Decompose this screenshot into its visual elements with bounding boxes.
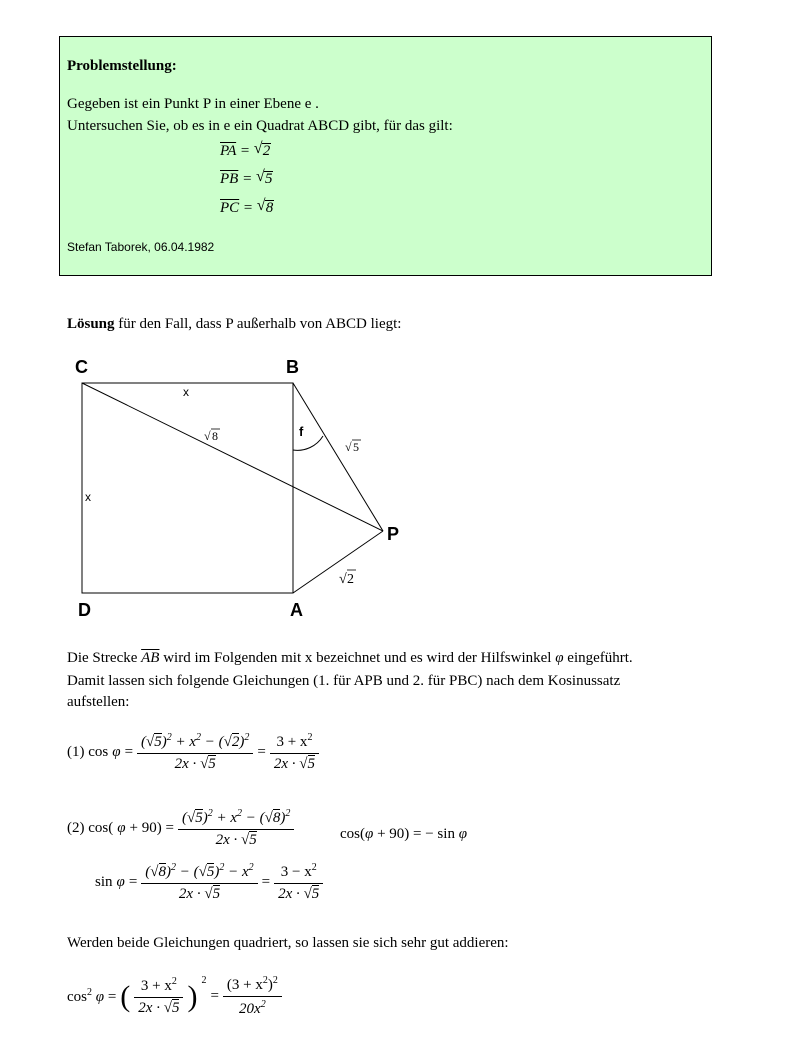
text-aufstellen: aufstellen: <box>67 694 130 710</box>
cond-pa: $\overline{PA}$ = √ 2 <box>220 140 271 159</box>
phi-symbol: φ <box>117 820 126 836</box>
den-text: 2x · <box>178 886 205 902</box>
problem-line2: Untersuchen Sie, ob es in e ein Quadrat ABCD gibt, für das gilt: <box>67 118 453 134</box>
phi-symbol: φ <box>116 874 125 890</box>
cond-rad: 5 <box>264 171 273 187</box>
label-x-left: x <box>85 490 91 504</box>
sqrt-symbol: √ <box>204 429 211 443</box>
cos-identity <box>340 826 467 843</box>
eq2-label: (2) cos( <box>67 820 114 836</box>
num-text: 3 − x <box>280 864 312 880</box>
sqrt-expr: √ 5 <box>255 168 273 187</box>
den-text: 2x · <box>215 832 241 848</box>
label-p: P <box>387 524 400 544</box>
den-text: 2x · <box>278 886 304 902</box>
fraction: $\frac{(√5)^2 + x^2 - (√8)^2}{2x \cdot √5}$ <box>178 808 294 849</box>
problem-heading: Problemstellung: <box>67 58 177 74</box>
label-f: f <box>299 424 304 439</box>
fraction: $\frac{3 + x^2}{2x \cdot √5}$ <box>134 976 183 1017</box>
solution-bold: Lösung <box>67 316 115 332</box>
eq2-side: cos( <box>340 826 365 842</box>
fraction: $\frac{(3 + x^2)^2}{20x^2}$ <box>223 975 282 1018</box>
sqrt-expr: √ 2 <box>253 140 271 159</box>
equation-1: (1) cos φ = $\frac{(√5)^2 + x^2 - (√2)^2}{2x \cdot √5}$ = $\frac{3 + x^2}{2x \cdot √5}$ <box>67 732 319 773</box>
label-c: C <box>75 357 88 377</box>
angle-f-arc <box>293 436 323 450</box>
eq1-label: (1) cos <box>67 744 109 760</box>
equation-2 <box>67 808 294 849</box>
eq2-arg: + 90) = <box>129 820 174 836</box>
label-d: D <box>78 600 91 620</box>
num-text: 3 + x <box>140 978 172 994</box>
label-a: A <box>290 600 303 620</box>
cond-seg: $\overline{PB}$ <box>220 171 239 187</box>
problem-line1: Gegeben ist ein Punkt P in einer Ebene e . <box>67 96 319 112</box>
phi-symbol: φ <box>112 744 121 760</box>
fraction: $\frac{3 - x^2}{2x \cdot √5}$ <box>274 862 323 903</box>
sqrt-expr: √ 8 <box>256 197 274 216</box>
eq2-side-b: + 90) = − sin <box>373 826 459 842</box>
text-quadriert: Werden beide Gleichungen quadriert, so lassen sie sich sehr gut addieren: <box>67 935 509 951</box>
fraction: $\frac{(√5)^2 + x^2 - (√2)^2}{2x \cdot √5}$ <box>137 732 253 773</box>
cos2-text: cos <box>67 989 87 1005</box>
den-text: 2x · <box>174 756 201 772</box>
cond-rad: 8 <box>265 200 274 216</box>
label-sqrt2: 2 <box>347 572 354 587</box>
author-date: Stefan Taborek, 06.04.1982 <box>67 240 215 254</box>
label-x-top: x <box>183 385 189 399</box>
num-text: 3 + x <box>276 734 308 750</box>
eq3-label: sin <box>95 874 113 890</box>
equation-sin: sin φ = $\frac{(√8)^2 - (√5)^2 - x^2}{2x \cdot √5}$ = $\frac{3 - x^2}{2x \cdot √5}$ <box>95 862 323 903</box>
fraction: $\frac{(√8)^2 - (√5)^2 - x^2}{2x \cdot √5}$ <box>141 862 257 903</box>
cond-rad: 2 <box>262 143 271 159</box>
label-b: B <box>286 357 299 377</box>
den-text: 20x <box>239 1001 261 1017</box>
cond-seg: $\overline{PA}$ <box>220 143 237 159</box>
phi-symbol: φ <box>95 989 105 1005</box>
den-text: 2x · <box>273 756 300 772</box>
phi-symbol: φ <box>365 826 374 842</box>
equation-cos-squared: $\cos^2 \varphi$ = ( $\frac{3 + x^2}{2x \cdot √5}$ ) $^2$ = $\frac{(3 + x^2)^2}{20x^2}$ <box>67 975 282 1018</box>
label-sqrt5: 5 <box>353 440 359 454</box>
cond-pb: $\overline{PB}$ = √ 5 <box>220 168 273 187</box>
segment-ab: $\overline{AB}$ <box>141 650 160 666</box>
fraction: $\frac{3 + x^2}{2x \cdot √5}$ <box>270 732 319 773</box>
sqrt-symbol: √ <box>339 572 347 587</box>
num-text: (3 + x <box>226 977 263 993</box>
label-sqrt8: 8 <box>212 429 218 443</box>
text-p1b: wird im Folgenden mit x bezeichnet und es wird der Hilfswinkel <box>159 650 556 666</box>
den-text: 2x · <box>138 1000 164 1016</box>
solution-rest: für den Fall, dass P außerhalb von ABCD liegt: <box>114 316 402 332</box>
text-strecke <box>67 650 633 667</box>
square-abcd <box>82 383 293 593</box>
cond-pc: $\overline{PC}$ = √ 8 <box>220 197 274 216</box>
phi-symbol: φ <box>555 650 564 666</box>
phi-symbol: φ <box>458 826 468 842</box>
text-p1c: eingeführt. <box>563 650 633 666</box>
text-gleichungen: Damit lassen sich folgende Gleichungen (1. für APB und 2. für PBC) nach dem Kosinussatz <box>67 673 621 689</box>
cond-seg: $\overline{PC}$ <box>220 200 240 216</box>
segment-pa <box>293 531 383 593</box>
sqrt-symbol: √ <box>345 440 352 454</box>
text-p1a: Die Strecke <box>67 650 142 666</box>
